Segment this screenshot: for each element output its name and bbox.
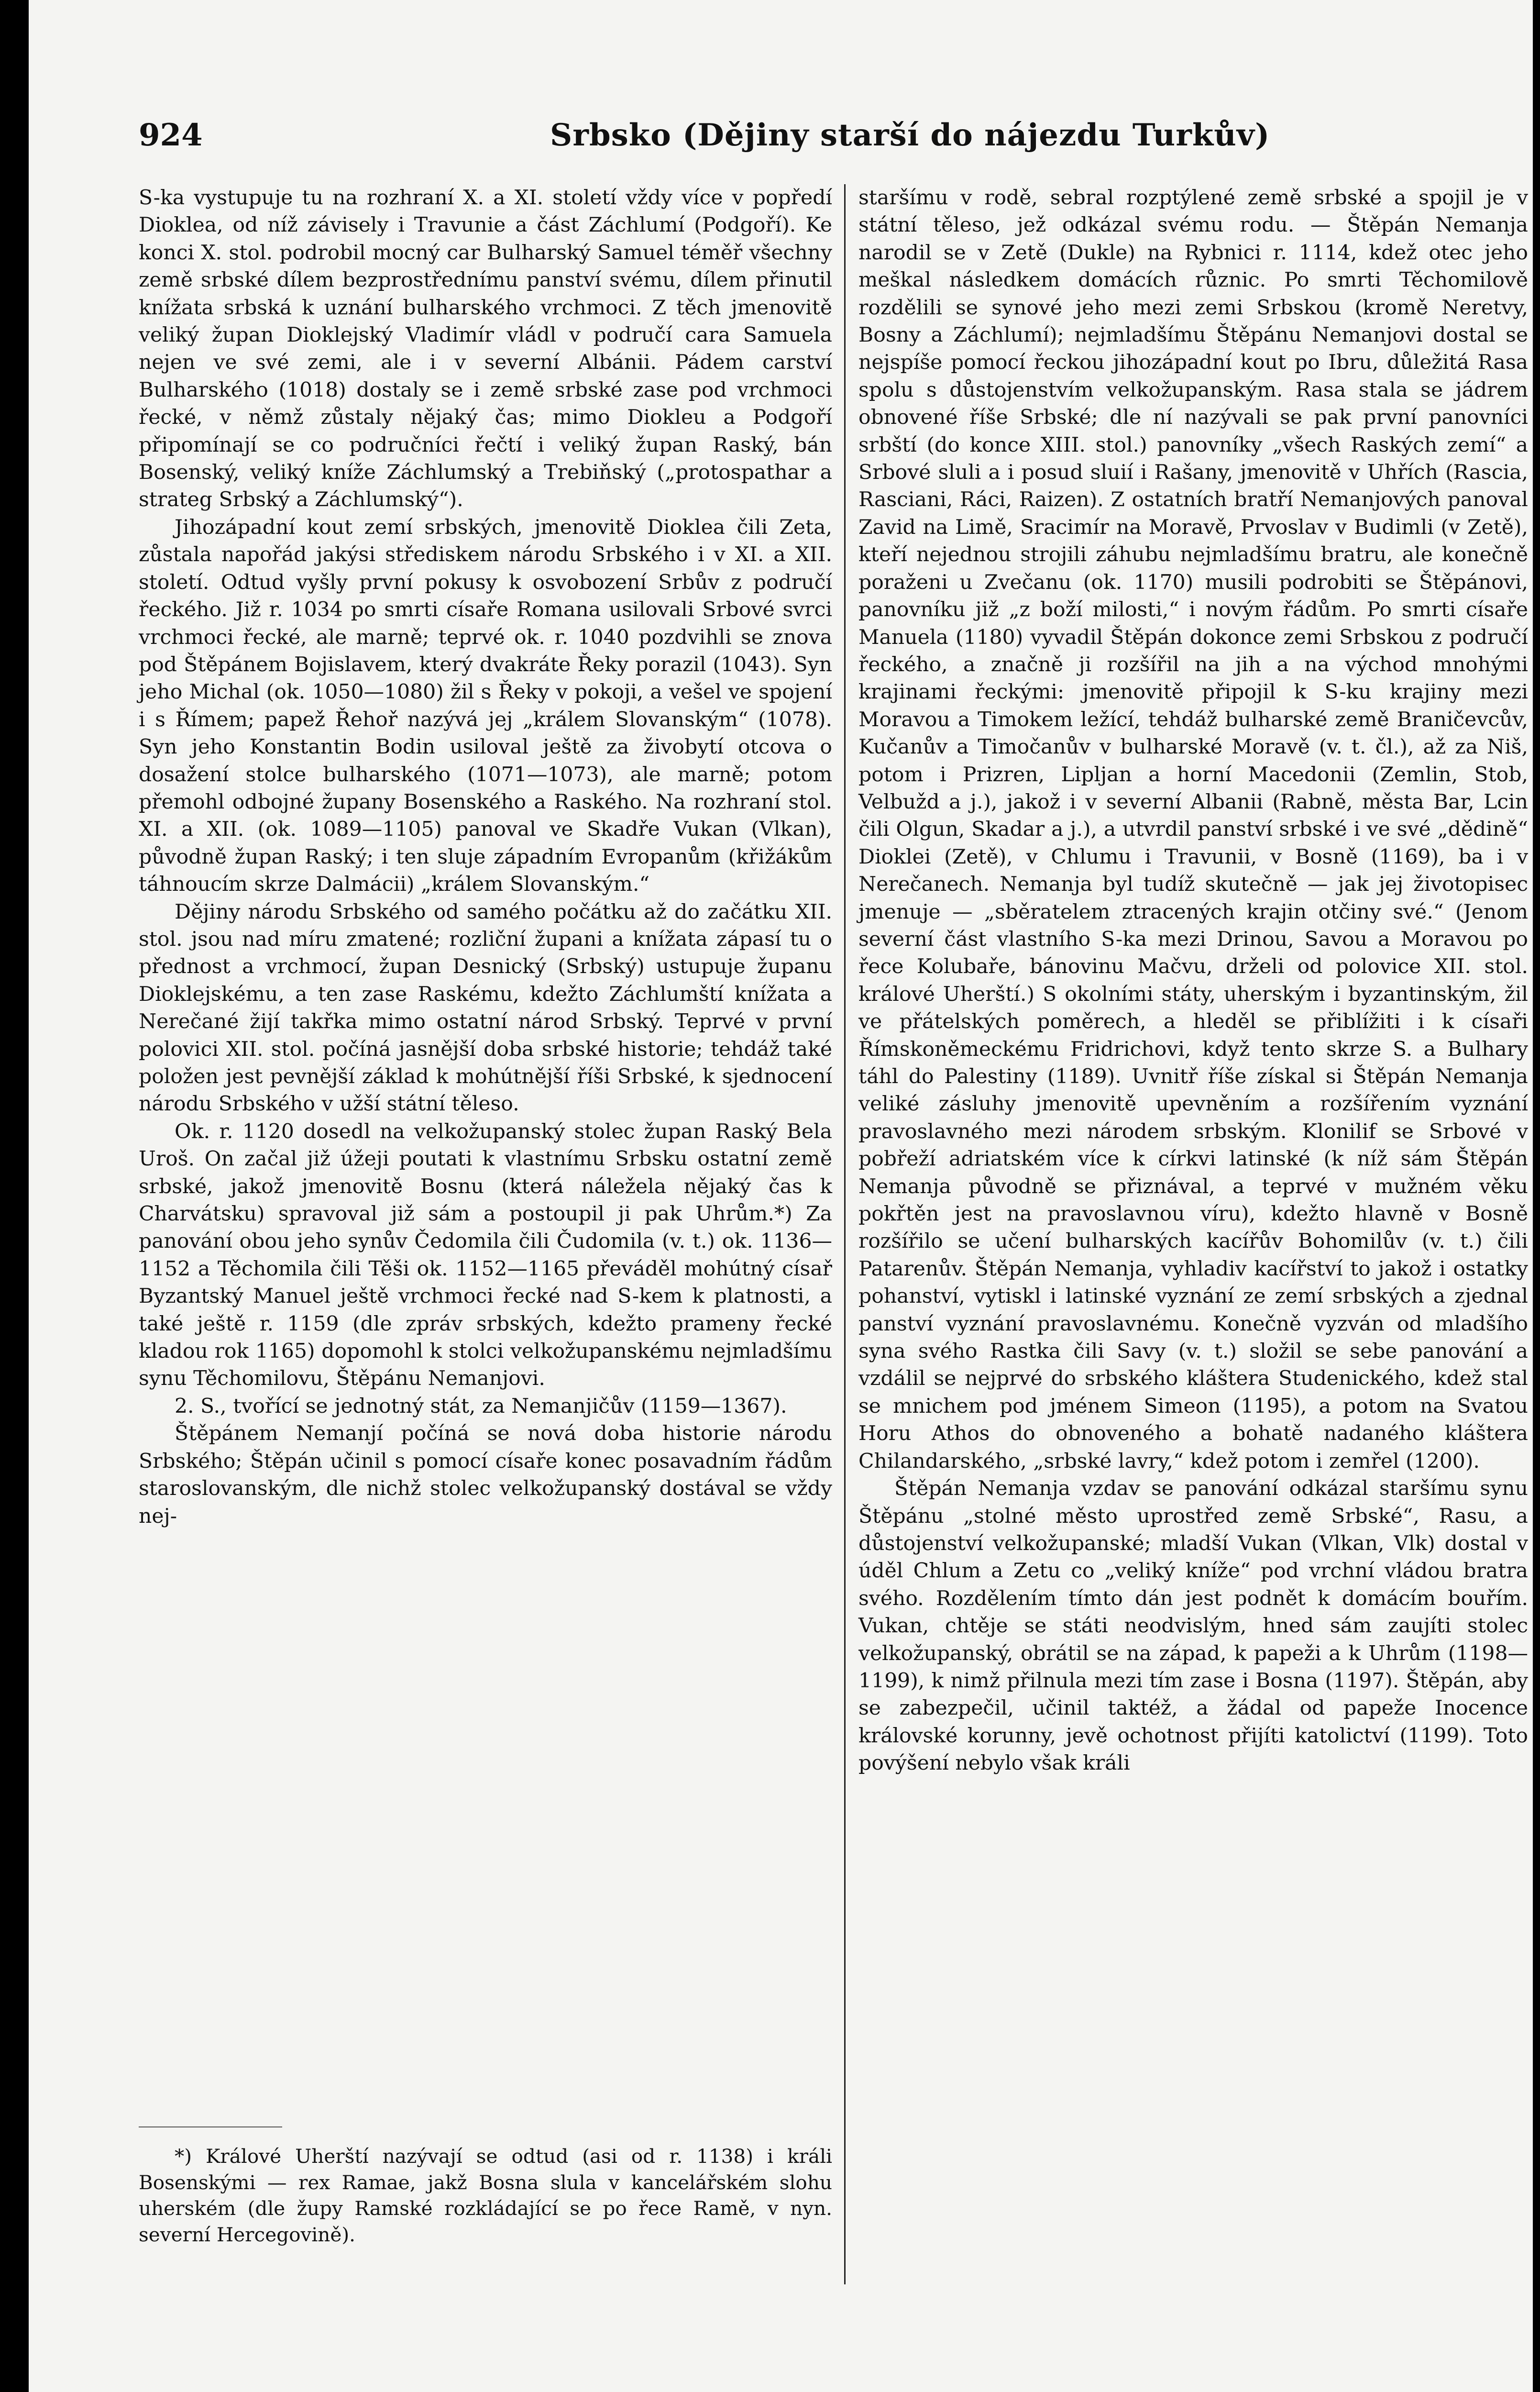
page xyxy=(29,0,1533,2392)
section-heading: 2. S., tvořící se jednotný stát, za Nemanjičův (1159—1367). xyxy=(175,1394,787,1418)
right-column xyxy=(858,184,1528,1777)
paragraph: Ok. r. 1120 dosedl na velkožupanský stolec župan Raský Bela Uroš. On začal již úžeji poutati k vlastnímu Srbsku ostatní země srbské, jakož jmenovitě Bosnu (která náležela nějaký čas k Charvátsku) spravoval již sám a postoupil ji pak Uhrům.*) Za panování obou jeho synův Čedomila čili Čudomila (v. t.) ok. 1136—1152 a Těchomila čili Těši ok. 1152—1165 převáděl mohútný císař Byzantský Manuel ještě vrchmoci řecké nad S-kem k platnosti, a také ještě r. 1159 (dle zpráv srbských, kdežto prameny řecké kladou rok 1165) dopomohl k stolci velkožupanskému nejmladšímu synu Těchomilovu, Štěpánu Nemanjovi. xyxy=(139,1119,832,1391)
column-divider xyxy=(844,184,846,2284)
paragraph: Štěpán Nemanja vzdav se panování odkázal staršímu synu Štěpánu „stolné město uprostřed země Srbské“, Rasu, a důstojenství velkožupanské; mladší Vukan (Vlkan, Vlk) dostal v úděl Chlum a Zetu co „veliký kníže“ pod vrchní vládou bratra svého. Rozdělením tímto dán jest podnět k domácím bouřím. Vukan, chtěje se státi neodvislým, hned sám zaujíti stolec velkožupanský, obrátil se na západ, k papeži a k Uhrům (1198—1199), k nimž přilnula mezi tím zase i Bosna (1197). Štěpán, aby se zabezpečil, učinil taktéž, a žádal od papeže Inocence královské korunny, jevě ochotnost přijíti katolictví (1199). Toto povýšení nebylo však králi xyxy=(858,1477,1528,1775)
left-column xyxy=(139,184,832,1530)
paragraph: staršímu v rodě, sebral rozptýlené země srbské a spojil je v státní těleso, jež odkázal svému rodu. — Štěpán Nemanja narodil se v Zetě (Dukle) na Rybnici r. 1114, kdež otec jeho meškal následkem domácích různic. Po smrti Těchomilově rozdělili se synové jeho mezi zemi Srbskou (kromě Neretvy, Bosny a Záchlumí); nejmladšímu Štěpánu Nemanjovi dostal se nejspíše pomocí řeckou jihozápadní kout po Ibru, důležitá Rasa spolu s důstojenstvím velkožupanským. Rasa stala se jádrem obnovené říše Srbské; dle ní nazývali se pak první panovníci srbští (do konce XIII. stol.) panovníky „všech Raských zemí“ a Srbové sluli a i posud sluií i Rašany, jmenovitě v Uhřích (Rascia, Rasciani, Ráci, Raizen). Z ostatních bratří Nemanjových panoval Zavid na Limě, Sracimír na Moravě, Prvoslav v Budimli (v Zetě), kteří nejednou strojili záhubu nejmladšímu bratru, ale konečně poraženi u Zvečanu (ok. 1170) musili podrobiti se Štěpánovi, panovníku již „z boží milosti,“ i novým řádům. Po smrti císaře Manuela (1180) vyvadil Štěpán dokonce zemi Srbskou z područí řeckého, a značně ji rozšířil na jih a na východ mnohými krajinami řeckými: jmenovitě připojil k S-ku krajiny mezi Moravou a Timokem ležící, tehdáž bulharské země Braničevcův, Kučanův a Timočanův v bulharské Moravě (v. t. čl.), až za Niš, potom i Prizren, Lipljan a horní Macedonii (Zemlin, Stob, Velbužd a j.), jakož i v severní Albanii (Rabně, města Bar, Lcin čili Olgun, Skadar a j.), a utvrdil panství srbské i ve své „dědině“ Dioklei (Zetě), v Chlumu i Travunii, v Bosně (1169), ba i v Nerečanech. Nemanja byl tudíž skutečně — jak jej životopisec jmenuje — „sběratelem ztracených krajin otčiny své.“ (Jenom severní část vlastního S-ka mezi Drinou, Savou a Moravou po řece Kolubaře, bánovinu Mačvu, drželi od polovice XII. stol. králové Uherští.) S okolními státy, uherským i byzantinským, žil ve přátelských poměrech, a hleděl se přiblížiti i k císaři Římskoněmeckému Fridrichovi, když tento skrze S. a Bulhary táhl do Palestiny (1189). Uvnitř říše získal si Štěpán Nemanja veliké zásluhy jmenovitě upevněním a rozšířením vyznání pravoslavného mezi národem srbským. Klonilif se Srbové v pobřeží adriatském více k církvi latinské (k níž sám Štěpán Nemanja původně se přiznával, a teprvé v mužném věku pokřtěn jest na pravoslavnou víru), kdežto hlavně v Bosně rozšířilo se učení bulharských kacířův Bohomilův (v. t.) čili Patarenův. Štěpán Nemanja, vyhladiv kacířství to jakož i ostatky pohanství, vytiskl i latinské vyznání ze zemí srbských a zjednal panství vyznání pravoslavnému. Konečně vyzván od mladšího syna svého Rastka čili Savy (v. t.) složil se sebe panování a vzdálil se nejprvé do srbského kláštera Studenického, kdež stal se mnichem pod jménem Simeon (1195), a potom na Svatou Horu Athos do obnoveného a bohatě nadaného kláštera Chilandarského, „srbské lavry,“ kdež potom i zemřel (1200). xyxy=(858,186,1528,1473)
footnote-divider xyxy=(139,2126,282,2127)
page-header xyxy=(139,117,1444,170)
paragraph: Jihozápadní kout zemí srbských, jmenovitě Dioklea čili Zeta, zůstala napořád jakýsi střediskem národu Srbského i v XI. a XII. století. Odtud vyšly první pokusy k osvobození Srbův z područí řeckého. Již r. 1034 po smrti císaře Romana usilovali Srbové svrci vrchmoci řecké, ale marně; teprvé ok. r. 1040 pozdvihli se znova pod Štěpánem Bojislavem, který dvakráte Řeky porazil (1043). Syn jeho Michal (ok. 1050—1080) žil s Řeky v pokoji, a vešel ve spojení i s Římem; papež Řehoř nazývá jej „králem Slovanským“ (1078). Syn jeho Konstantin Bodin usiloval ještě za živobytí otcova o dosažení stolce bulharského (1071—1073), ale marně; potom přemohl odbojné župany Bosenského a Raského. Na rozhraní stol. XI. a XII. (ok. 1089—1105) panoval ve Skadře Vukan (Vlkan), původně župan Raský; i ten sluje západním Evropanům (křižákům táhnoucím skrze Dalmácii) „králem Slovanským.“ xyxy=(139,515,832,897)
running-title: Srbsko (Dějiny starší do nájezdu Turkův) xyxy=(550,117,1270,153)
page-number: 924 xyxy=(139,117,203,153)
footnote-text: *) Králové Uherští nazývají se odtud (asi od r. 1138) i králi Bosenskými — rex Ramae, jakž Bosna slula v kancelářském slohu uherském (dle župy Ramské rozkládající se po řece Ramě, v nyn. severní Hercegovině). xyxy=(139,2145,832,2246)
footnote xyxy=(139,2143,832,2248)
paragraph: Štěpánem Nemanjí počíná se nová doba historie národu Srbského; Štěpán učinil s pomocí císaře konec posavadním řádům staroslovanským, dle nichž stolec velkožupanský dostával se vždy nej- xyxy=(139,1422,832,1528)
paragraph: Dějiny národu Srbského od samého počátku až do začátku XII. stol. jsou nad míru zmatené; rozliční župani a knížata zápasí tu o přednost a vrchmocí, župan Desnický (Srbský) ustupuje županu Dioklejskému, a ten zase Raskému, kdežto Záchlumští knížata a Nerečané žijí takřka mimo ostatní národ Srbský. Teprvé v první polovici XII. stol. počíná jasnější doba srbské historie; tehdáž také položen jest pevnější základ k mohútnější říši Srbské, k sjednocení národu Srbského v užší státní těleso. xyxy=(139,900,832,1116)
paragraph: S-ka vystupuje tu na rozhraní X. a XI. století vždy více v popředí Dioklea, od níž závisely i Travunie a část Záchlumí (Podgoří). Ke konci X. stol. podrobil mocný car Bulharský Samuel téměř všechny země srbské dílem bezprostřednímu panství svému, dílem přinutil knížata srbská k uznání bulharského vrchmoci. Z těch jmenovitě veliký župan Dioklejský Vladimír vládl v područí cara Samuela nejen ve své zemi, ale i v severní Albánii. Pádem carství Bulharského (1018) dostaly se i země srbské zase pod vrchmoci řecké, v němž zůstaly nějaký čas; mimo Diokleu a Podgoří připomínají se co područníci řečtí i veliký župan Raský, bán Bosenský, veliký kníže Záchlumský a Trebiňský („protospathar a strateg Srbský a Záchlumský“). xyxy=(139,186,832,512)
